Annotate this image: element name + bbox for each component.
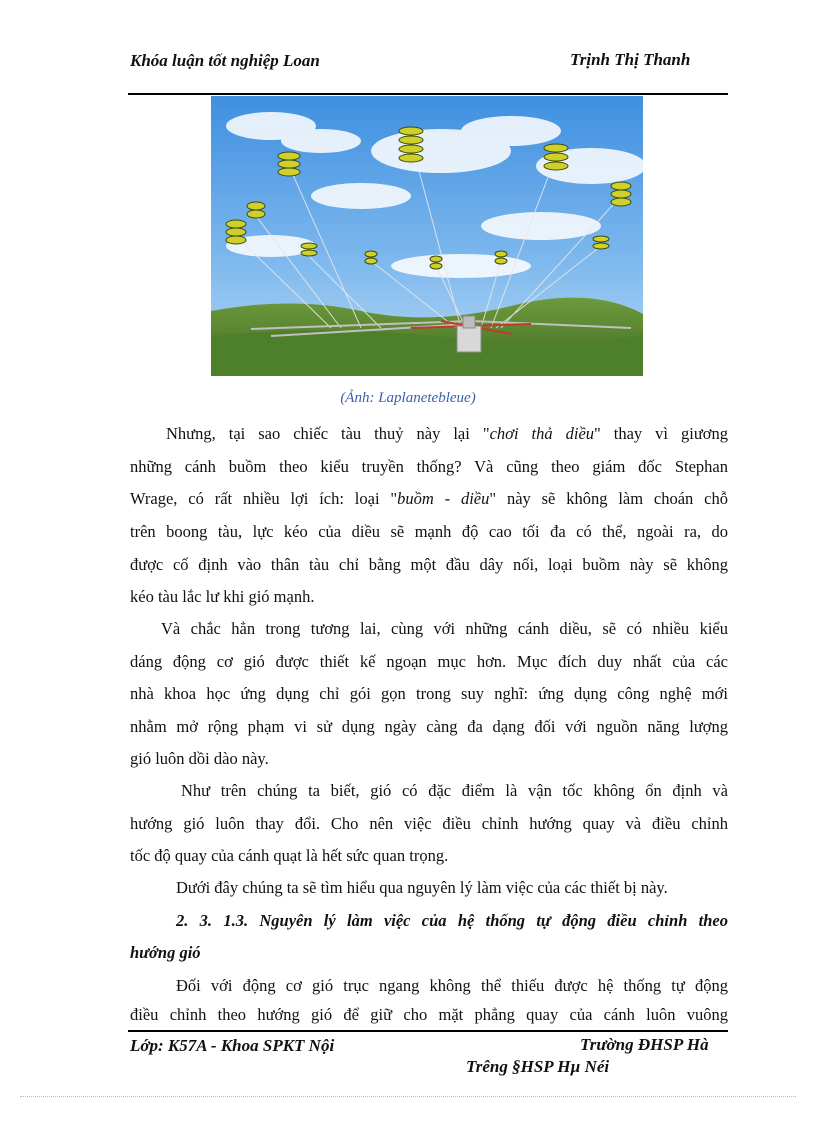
paragraph-line: dáng động cơ gió được thiết kế ngoạn mục hơn. Mục đích duy nhất của các [130, 652, 728, 671]
header-rule [128, 93, 728, 95]
paragraph-line: Dưới đây chúng ta sẽ tìm hiểu qua nguyên lý làm việc của các thiết bị này. [176, 878, 668, 897]
kite-ship-photo [211, 96, 643, 376]
paragraph-line: nhà khoa học ứng dụng chỉ gói gọn trong suy nghĩ: ứng dụng công nghệ mới [130, 684, 728, 703]
paragraph-line: gió luôn dồi dào này. [130, 749, 269, 768]
figure-caption: (Ảnh: Laplanetebleue) [340, 390, 476, 406]
paragraph-line: kéo tàu lắc lư khi gió mạnh. [130, 587, 315, 606]
paragraph-line: tốc độ quay của cánh quạt là hết sức quan trọng. [130, 846, 449, 865]
section-heading: hướng gió [130, 943, 201, 962]
paragraph-line: những cánh buồm theo kiểu truyền thống? Và cũng theo giám đốc Stephan [130, 457, 728, 476]
page-edge-divider [20, 1096, 796, 1097]
footer-right: Trường ĐHSP Hà [580, 1035, 709, 1054]
paragraph-line: trên boong tàu, lực kéo của diều sẽ mạnh độ cao tối đa có thể, ngoài ra, do [130, 522, 728, 541]
paragraph-line: Và chắc hẳn trong tương lai, cùng với những cánh diều, sẽ có nhiều kiểu [161, 619, 728, 638]
paragraph-line: Wrage, có rất nhiều lợi ích: loại "buồm - diều" này sẽ không làm choán chỗ [130, 489, 728, 508]
section-heading: 2. 3. 1.3. Nguyên lý làm việc của hệ thống tự động điều chỉnh theo [176, 911, 728, 930]
paragraph-line: được cố định vào thân tàu chỉ bằng một đầu dây nối, loại buồm này sẽ không [130, 555, 728, 574]
footer-rule [128, 1030, 728, 1032]
paragraph-line: Đối với động cơ gió trục ngang không thể thiếu được hệ thống tự động [176, 976, 728, 995]
paragraph-line: hướng gió luôn thay đổi. Cho nên việc điều chỉnh hướng quay và điều chỉnh [130, 814, 728, 833]
header-left: Khóa luận tốt nghiệp Loan [130, 51, 320, 70]
footer-left: Lớp: K57A - Khoa SPKT Nội [130, 1036, 335, 1055]
paragraph-line: nhằm mở rộng phạm vi sử dụng ngày càng đa dạng đối với nguồn năng lượng [130, 717, 728, 736]
footer-center: Trêng §HSP Hµ Néi [466, 1057, 610, 1076]
paragraph-line: Nhưng, tại sao chiếc tàu thuỷ này lại "chơi thả diều" thay vì giương [166, 424, 728, 443]
paragraph-line: Như trên chúng ta biết, gió có đặc điểm là vận tốc không ổn định và [181, 781, 728, 800]
paragraph-line: điều chỉnh theo hướng gió để giữ cho mặt phẳng quay của cánh luôn vuông [130, 1005, 728, 1024]
header-right: Trịnh Thị Thanh [570, 50, 691, 69]
